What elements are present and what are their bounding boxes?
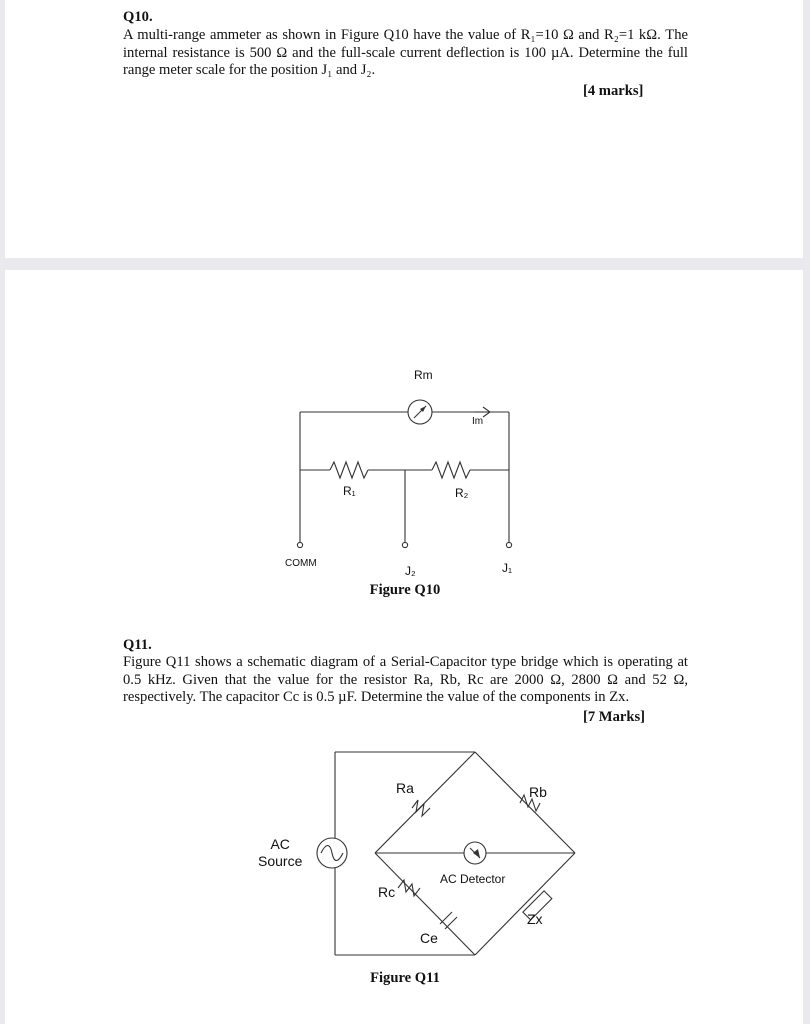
label-r1: R₁ xyxy=(343,484,356,498)
label-rc: Rc xyxy=(378,884,396,900)
label-comm: COMM xyxy=(285,558,317,569)
label-ac-detector: AC Detector xyxy=(440,872,506,886)
q11-text: Figure Q11 shows a schematic diagram of a Serial-Capacitor type bridge which is operating at 0.5 kHz. Given that the value for the resistor Ra, Rb, Rc are 2000 Ω, 2800 Ω and 52 Ω, respectively. The capacitor Cc is 0.5 µF. Determine the value of the components in Zx. xyxy=(123,654,688,705)
ce-plate-2 xyxy=(445,917,457,929)
arm-zx xyxy=(475,853,575,955)
figure-q11-caption: Figure Q11 xyxy=(370,970,440,986)
figure-q10-caption: Figure Q10 xyxy=(369,582,441,598)
q10-title: Q10. xyxy=(123,9,153,25)
ac-source-line-2: Source xyxy=(258,853,303,869)
label-ac-source xyxy=(258,836,302,870)
ac-source-line-1: AC xyxy=(270,836,290,852)
label-zx: Zx xyxy=(527,911,543,927)
arm-ra xyxy=(375,752,475,853)
ce-plate-1 xyxy=(440,912,452,924)
label-ra: Ra xyxy=(396,780,414,796)
q11-title: Q11. xyxy=(123,637,152,653)
label-rm: Rm xyxy=(414,368,433,382)
q11-marks: [7 Marks] xyxy=(583,709,646,725)
label-im: Im xyxy=(472,416,484,427)
rc-zigzag xyxy=(398,880,420,896)
sine-wave xyxy=(321,846,343,861)
q10-marks: [4 marks] xyxy=(583,83,644,99)
label-j2: J₂ xyxy=(405,564,416,578)
label-j1: J₁ xyxy=(502,561,513,575)
q10-text: A multi-range ammeter as shown in Figure Q10 have the value of R₁=10 Ω and R₂=1 kΩ. The internal resistance is 500 Ω and the full-scale current deflection is 100 µA. Determine the full range meter scale for the position J₁ and J₂. xyxy=(123,27,688,78)
label-ce: Ce xyxy=(420,930,438,946)
label-rb: Rb xyxy=(529,784,547,800)
label-r2: R₂ xyxy=(455,486,469,500)
arm-rb xyxy=(475,752,575,853)
